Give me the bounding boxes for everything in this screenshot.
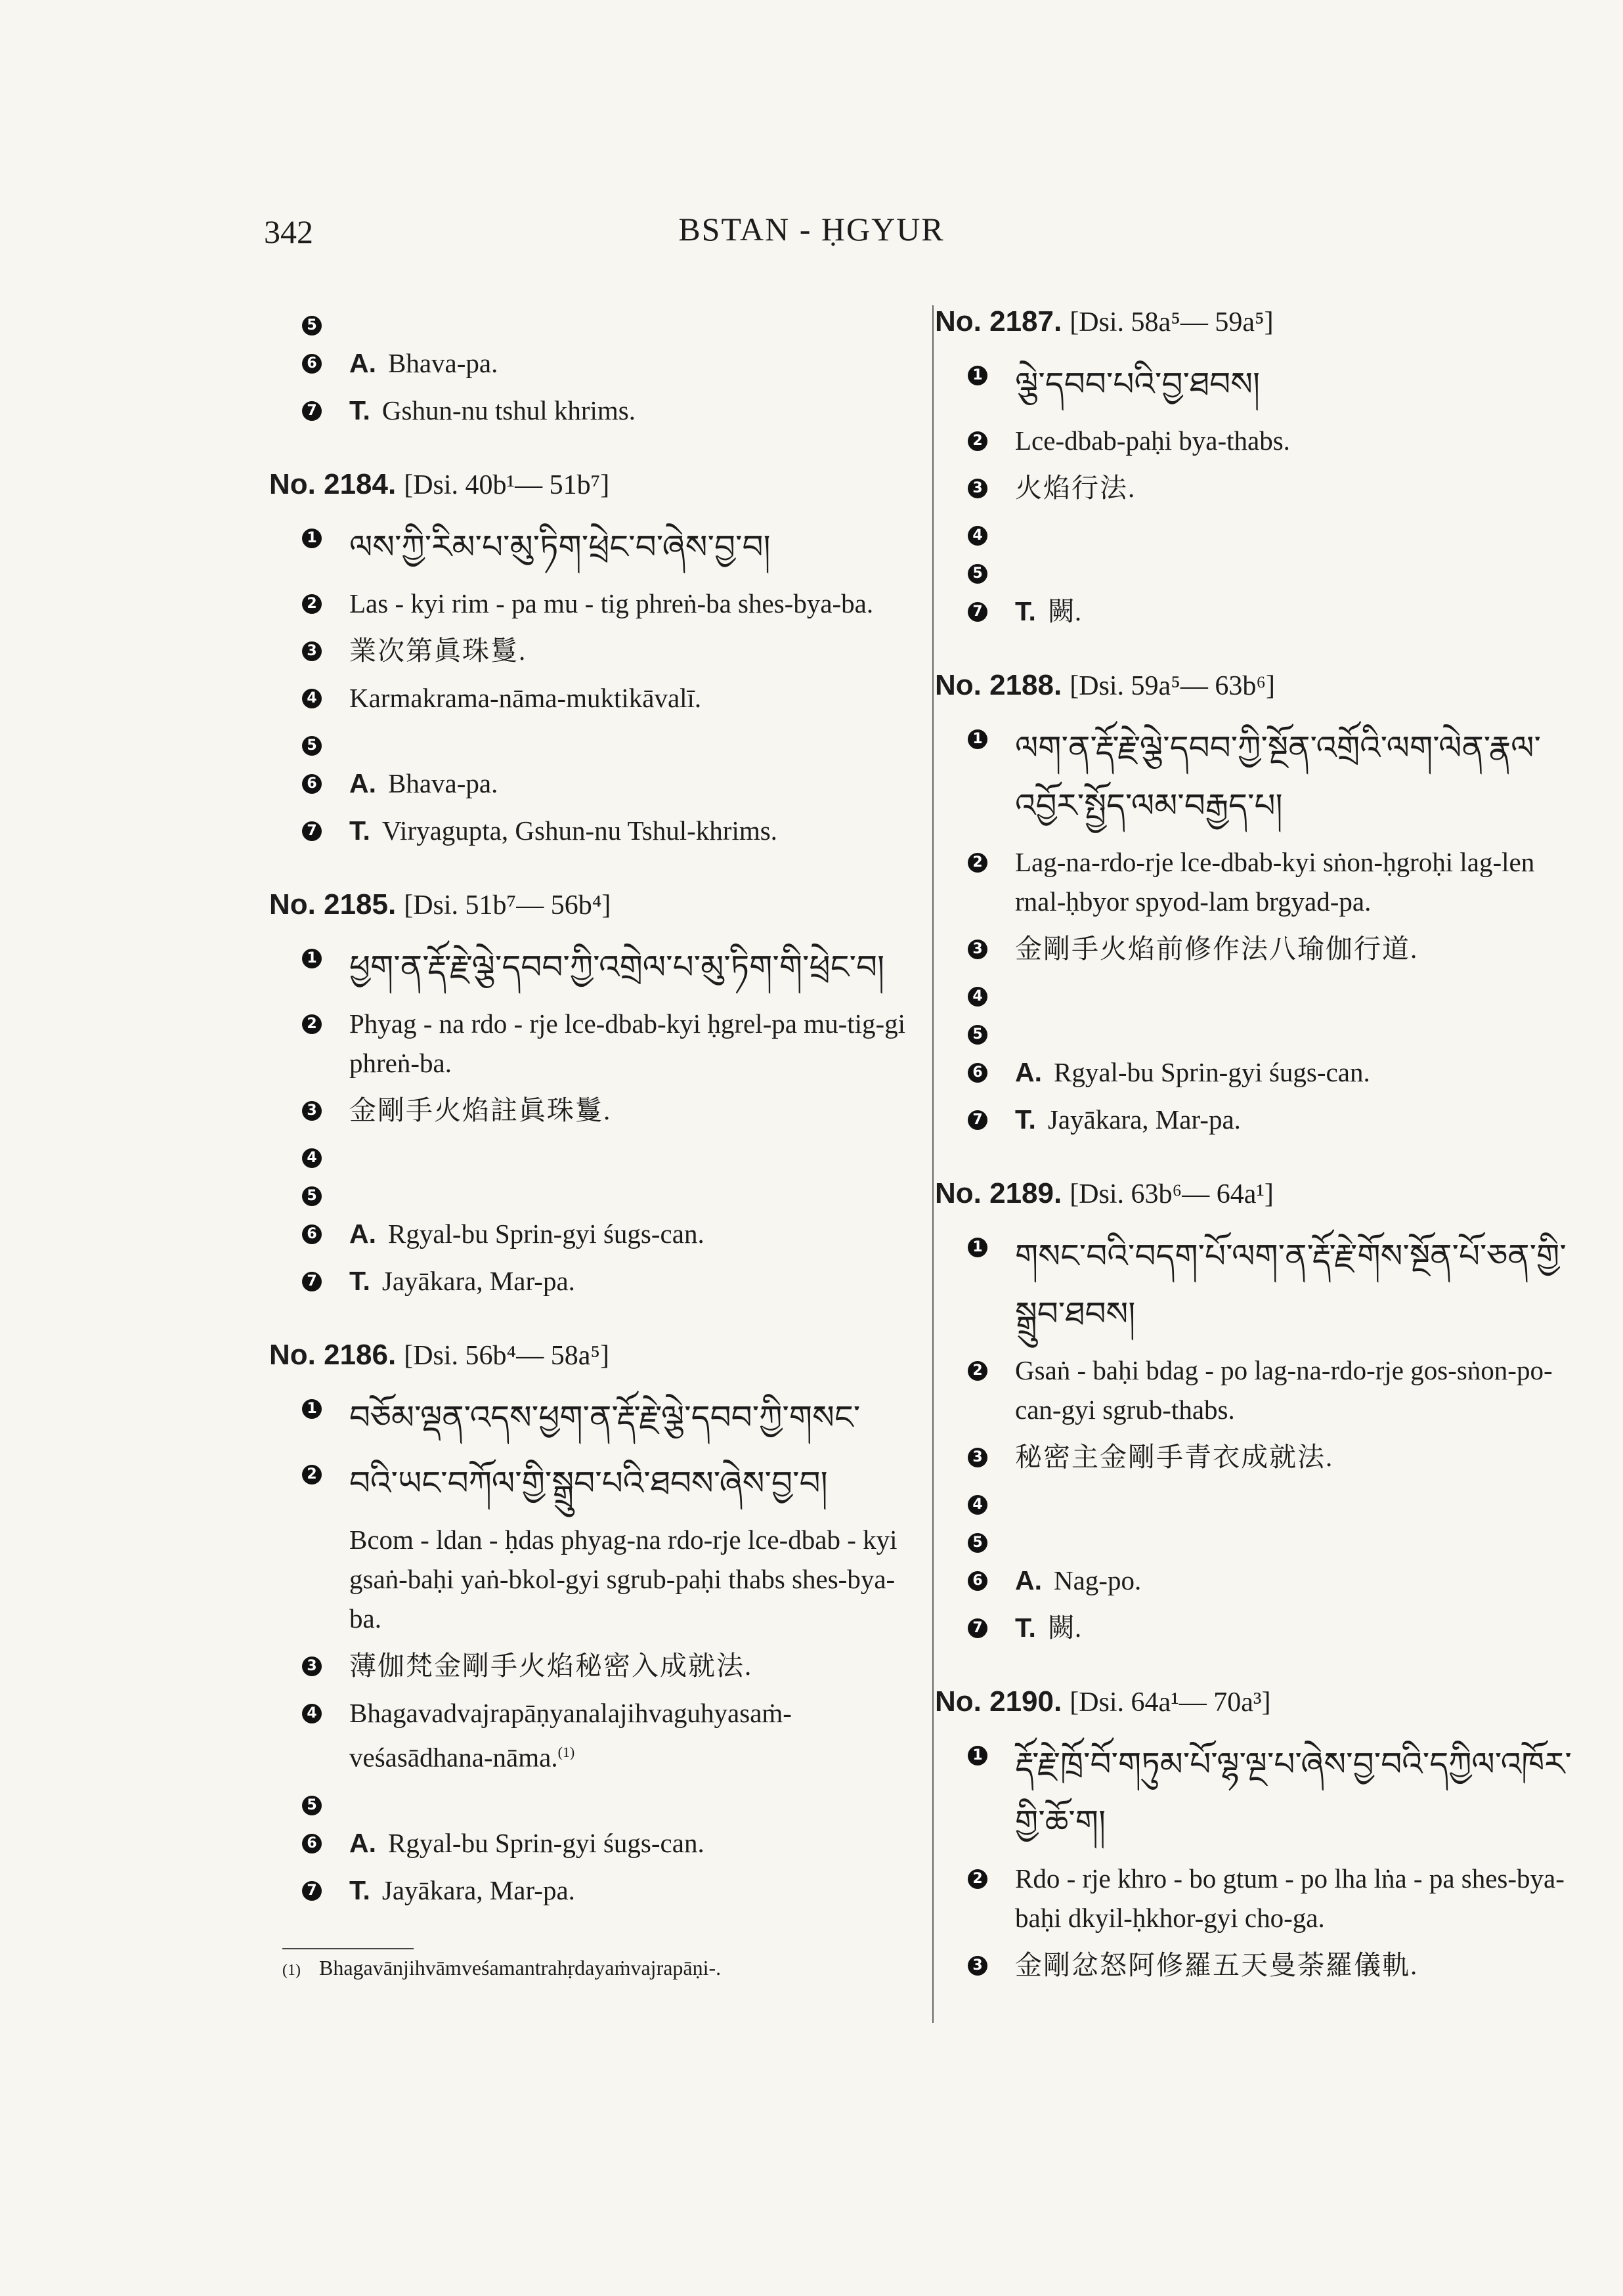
- role-label: A.: [1015, 1057, 1042, 1087]
- chinese-title: [349, 1646, 913, 1685]
- field-row: [935, 1561, 1578, 1600]
- field-row: [269, 631, 913, 670]
- field-number-icon: 3: [302, 1101, 322, 1121]
- entry-heading: [935, 669, 1578, 702]
- chinese-title: [1015, 468, 1578, 508]
- field-text: [349, 1693, 913, 1777]
- field-row: [935, 515, 1578, 546]
- field-row: [269, 518, 913, 576]
- field-text: [1015, 1561, 1578, 1600]
- field-row: [935, 421, 1578, 460]
- field-value: Lce-dbab-paḥi bya-thabs.: [1015, 425, 1290, 456]
- field-number-icon: 3: [302, 1657, 322, 1676]
- field-row: [935, 1608, 1578, 1647]
- entry-number: No. 2190.: [935, 1685, 1062, 1718]
- field-row: [935, 1014, 1578, 1045]
- catalog-entry: [269, 888, 913, 1301]
- entry-reference: [Dsi. 63b⁶— 64a¹]: [1070, 1179, 1274, 1209]
- field-number-icon: 3: [968, 1448, 987, 1467]
- field-row: [269, 1520, 913, 1638]
- field-number-icon: 4: [302, 1704, 322, 1723]
- field-value: ལག་ན་རྡོ་རྗེ་ལྕེ་དབབ་ཀྱི་སྔོན་འགྲོའི་ལག་ལེན་རྣལ་འབྱོར་སྤྱོད་ལམ་བརྒྱད་པ།: [1015, 729, 1541, 824]
- field-row: [935, 1437, 1578, 1477]
- running-title: BSTAN - ḤGYUR: [678, 211, 945, 248]
- field-text: [349, 764, 913, 803]
- field-number-icon: 2: [968, 431, 987, 451]
- field-number-icon: 2: [968, 1361, 987, 1381]
- field-value: བཅོམ་ལྡན་འདས་ཕྱག་ན་རྡོ་རྗེ་ལྕེ་དབབ་ཀྱི་གསང་: [349, 1399, 861, 1436]
- entry-number: No. 2188.: [935, 669, 1062, 701]
- field-value: ལས་ཀྱི་རིམ་པ་མུ་ཏིག་ཕྲེང་བ་ཞེས་བྱ་བ།: [349, 529, 771, 565]
- field-row: [935, 468, 1578, 508]
- field-number-icon: 6: [302, 774, 322, 794]
- field-number-icon: 4: [968, 1495, 987, 1515]
- field-value: Bhava-pa.: [388, 768, 498, 798]
- field-text: [349, 1004, 913, 1083]
- footnote-mark: (1): [282, 1961, 301, 1979]
- field-value: Jayākara, Mar-pa.: [381, 1874, 575, 1905]
- field-row: [935, 1052, 1578, 1092]
- entry-reference: [Dsi. 40b¹— 51b⁷]: [404, 470, 610, 500]
- field-text: [1015, 842, 1578, 921]
- field-number-icon: 6: [302, 1834, 322, 1853]
- field-row: [269, 343, 913, 383]
- field-row: [269, 1785, 913, 1815]
- footnote-text: Bhagavānjihvāmveśamantrahṛdayaṁvajrapāṇi-.: [318, 1955, 722, 1980]
- field-row: [269, 584, 913, 623]
- field-value: Gsaṅ - baḥi bdag - po lag-na-rdo-rje gos-sṅon-po-can-gyi sgrub-thabs.: [1015, 1355, 1553, 1425]
- field-value: 業次第眞珠鬘.: [349, 636, 527, 666]
- entry-heading: [269, 888, 913, 921]
- field-text: [349, 1261, 913, 1301]
- entry-number: No. 2189.: [935, 1177, 1062, 1209]
- field-value: 秘密主金剛手青衣成就法.: [1015, 1442, 1334, 1472]
- field-number-icon: 3: [968, 940, 987, 959]
- field-number-icon: 2: [302, 1014, 322, 1034]
- field-value: ཕྱག་ན་རྡོ་རྗེ་ལྕེ་དབབ་ཀྱི་འགྲེལ་པ་མུ་ཏིག་གི་ཕྲེང་བ།: [349, 949, 885, 986]
- field-number-icon: 7: [968, 1110, 987, 1130]
- field-row: [269, 1389, 913, 1446]
- entry-reference: [Dsi. 64a¹— 70a³]: [1070, 1687, 1271, 1718]
- field-number-icon: 3: [968, 479, 987, 498]
- role-label: T.: [1015, 596, 1036, 626]
- field-value: 闕.: [1047, 596, 1082, 626]
- field-value: Bcom - ldan - ḥdas phyag-na rdo-rje lce-dbab - kyi gsaṅ-baḥi yaṅ-bkol-gyi sgrub-paḥi thabs shes-bya-ba.: [349, 1525, 898, 1634]
- field-number-icon: 1: [302, 529, 322, 548]
- role-label: A.: [349, 1827, 376, 1858]
- role-label: T.: [349, 815, 370, 846]
- footnote-rule: [282, 1948, 414, 1949]
- role-label: A.: [349, 1219, 376, 1249]
- chinese-title: [349, 1091, 913, 1130]
- field-number-icon: 7: [968, 1618, 987, 1638]
- entry-number: No. 2187.: [935, 305, 1062, 337]
- field-row: [935, 842, 1578, 921]
- field-number-icon: 2: [302, 1465, 322, 1484]
- role-label: A.: [1015, 1565, 1042, 1595]
- field-text: [349, 1214, 913, 1253]
- entry-heading: [935, 305, 1578, 338]
- field-number-icon: 1: [302, 949, 322, 968]
- role-label: A.: [349, 768, 376, 798]
- field-row: [269, 1454, 913, 1512]
- entry-reference: [Dsi. 51b⁷— 56b⁴]: [404, 890, 611, 921]
- field-row: [935, 1227, 1578, 1343]
- field-value: Bhagavadvajrapāṇyanalajihvaguhyasaṁ-veśasādhana-nāma.: [349, 1698, 792, 1773]
- entry-heading: [269, 468, 913, 501]
- field-text: [349, 1520, 913, 1638]
- chinese-title: [349, 631, 913, 670]
- field-row: [935, 1945, 1578, 1985]
- field-number-icon: 7: [302, 821, 322, 841]
- field-row: [269, 1176, 913, 1206]
- tibetan-title: [1015, 355, 1578, 413]
- field-value: Karmakrama-nāma-muktikāvalī.: [349, 683, 702, 713]
- field-number-icon: 6: [302, 1224, 322, 1244]
- field-row: [269, 1693, 913, 1777]
- tibetan-title: [1015, 1227, 1578, 1343]
- tibetan-title: [349, 1389, 913, 1446]
- field-row: [935, 1351, 1578, 1429]
- field-row: [935, 1735, 1578, 1851]
- tibetan-title: [1015, 1735, 1578, 1851]
- field-text: [1015, 592, 1578, 631]
- field-number-icon: 7: [302, 1881, 322, 1901]
- field-number-icon: 2: [302, 594, 322, 614]
- field-value: Lag-na-rdo-rje lce-dbab-kyi sṅon-ḥgroḥi lag-len rnal-ḥbyor spyod-lam brgyad-pa.: [1015, 847, 1535, 917]
- field-row: [269, 1823, 913, 1863]
- tibetan-title: [349, 518, 913, 576]
- role-label: A.: [349, 348, 376, 378]
- field-value: 薄伽梵金剛手火焰秘密入成就法.: [349, 1651, 753, 1681]
- field-value: Rgyal-bu Sprin-gyi śugs-can.: [388, 1219, 704, 1249]
- page-number: 342: [264, 213, 313, 250]
- field-row: [269, 1091, 913, 1130]
- field-value: Rdo - rje khro - bo gtum - po lha lṅa - pa shes-bya-baḥi dkyil-ḥkhor-gyi cho-ga.: [1015, 1863, 1565, 1933]
- entry-number: No. 2186.: [269, 1339, 397, 1371]
- field-number-icon: 5: [302, 1796, 322, 1815]
- chinese-title: [1015, 1945, 1578, 1985]
- catalog-entry: [935, 305, 1578, 631]
- field-number-icon: 6: [968, 1571, 987, 1591]
- field-number-icon: 5: [302, 736, 322, 756]
- field-row: [269, 1004, 913, 1083]
- carryover-rows: [269, 305, 913, 430]
- field-row: [935, 1859, 1578, 1938]
- entry-heading: [269, 1339, 913, 1372]
- field-number-icon: 1: [968, 1746, 987, 1765]
- field-row: [935, 553, 1578, 584]
- field-text: [349, 1823, 913, 1863]
- field-text: [349, 391, 913, 430]
- field-value: 闕.: [1047, 1613, 1082, 1643]
- field-row: [935, 929, 1578, 968]
- role-label: T.: [349, 1874, 370, 1905]
- role-label: T.: [349, 395, 370, 425]
- field-value: 金剛忿怒阿修羅五天曼荼羅儀軌.: [1015, 1950, 1419, 1980]
- field-row: [269, 1261, 913, 1301]
- entry-number: No. 2184.: [269, 468, 397, 500]
- field-value: Gshun-nu tshul khrims.: [381, 395, 636, 425]
- field-value: གསང་བའི་བདག་པོ་ལག་ན་རྡོ་རྗེ་གོས་སྔོན་པོ་ཅན་གྱི་སྒྲུབ་ཐབས།: [1015, 1238, 1567, 1332]
- tibetan-title: [1015, 719, 1578, 834]
- field-number-icon: 4: [968, 987, 987, 1007]
- field-value: Jayākara, Mar-pa.: [381, 1266, 575, 1296]
- field-row: [935, 976, 1578, 1007]
- entry-reference: [Dsi. 59a⁵— 63b⁶]: [1070, 671, 1275, 701]
- field-row: [269, 726, 913, 756]
- field-value: Bhava-pa.: [388, 348, 498, 378]
- field-text: [1015, 1608, 1578, 1647]
- field-number-icon: 5: [302, 316, 322, 336]
- field-value: Viryagupta, Gshun-nu Tshul-khrims.: [381, 815, 777, 846]
- field-row: [935, 1100, 1578, 1139]
- field-value: Rgyal-bu Sprin-gyi śugs-can.: [1054, 1057, 1370, 1087]
- field-row: [269, 811, 913, 850]
- field-number-icon: 5: [968, 1533, 987, 1553]
- field-number-icon: 6: [302, 354, 322, 374]
- field-row: [935, 1484, 1578, 1515]
- chinese-title: [1015, 1437, 1578, 1477]
- catalog-entry: [935, 669, 1578, 1139]
- right-column: [932, 305, 1578, 2023]
- left-entries: [269, 468, 913, 1910]
- tibetan-title: [349, 938, 913, 996]
- entry-number: No. 2185.: [269, 888, 397, 921]
- field-text: [349, 1871, 913, 1910]
- right-entries: [935, 305, 1578, 1985]
- field-value: Las - kyi rim - pa mu - tig phreṅ-ba shes-bya-ba.: [349, 588, 874, 618]
- entry-reference: [Dsi. 58a⁵— 59a⁵]: [1070, 307, 1274, 337]
- field-value: 金剛手火焰註眞珠鬘.: [349, 1095, 612, 1125]
- catalog-entry: [269, 1339, 913, 1910]
- field-text: [349, 811, 913, 850]
- field-number-icon: 1: [968, 729, 987, 749]
- footnote-ref: (1): [557, 1744, 575, 1760]
- field-value: ལྕེ་དབབ་པའི་བྱ་ཐབས།: [1015, 366, 1261, 402]
- field-row: [935, 592, 1578, 631]
- field-value: 金剛手火焰前修作法八瑜伽行道.: [1015, 934, 1419, 964]
- role-label: T.: [1015, 1104, 1036, 1135]
- chinese-title: [1015, 929, 1578, 968]
- role-label: T.: [349, 1266, 370, 1296]
- field-number-icon: 7: [968, 602, 987, 622]
- field-number-icon: 2: [968, 1869, 987, 1889]
- field-number-icon: 7: [302, 1272, 322, 1291]
- field-number-icon: 4: [302, 1148, 322, 1168]
- field-number-icon: 3: [968, 1956, 987, 1976]
- catalog-entry: [935, 1685, 1578, 1985]
- field-row: [269, 305, 913, 336]
- left-column: [269, 305, 913, 1980]
- field-row: [935, 719, 1578, 834]
- field-value: Jayākara, Mar-pa.: [1047, 1104, 1241, 1135]
- field-value: བའི་ཡང་བཀོལ་གྱི་སྒྲུབ་པའི་ཐབས་ཞེས་བྱ་བ།: [349, 1465, 828, 1502]
- footnote: [282, 1956, 913, 1980]
- field-row: [269, 391, 913, 430]
- field-row: [269, 1138, 913, 1168]
- field-number-icon: 5: [302, 1186, 322, 1206]
- entry-reference: [Dsi. 56b⁴— 58a⁵]: [404, 1341, 609, 1371]
- field-number-icon: 7: [302, 401, 322, 421]
- field-text: [1015, 1052, 1578, 1092]
- role-label: T.: [1015, 1613, 1036, 1643]
- field-row: [269, 938, 913, 996]
- field-row: [269, 1871, 913, 1910]
- field-text: [1015, 1859, 1578, 1938]
- field-number-icon: 1: [968, 366, 987, 385]
- field-text: [1015, 421, 1578, 460]
- field-text: [1015, 1351, 1578, 1429]
- field-value: རྡོ་རྗེ་ཁྲོ་བོ་གཏུམ་པོ་ལྷ་ལྔ་པ་ཞེས་བྱ་བའི་དཀྱིལ་འཁོར་གྱི་ཆོ་ག།: [1015, 1746, 1572, 1840]
- field-number-icon: 5: [968, 1025, 987, 1045]
- field-number-icon: 1: [968, 1238, 987, 1257]
- field-row: [269, 678, 913, 718]
- field-number-icon: 2: [968, 853, 987, 873]
- catalog-entry: [269, 468, 913, 850]
- field-value: 火焰行法.: [1015, 473, 1136, 503]
- field-number-icon: 4: [968, 526, 987, 546]
- field-number-icon: 5: [968, 564, 987, 584]
- field-row: [269, 1646, 913, 1685]
- field-number-icon: 3: [302, 641, 322, 661]
- field-value: Nag-po.: [1054, 1565, 1142, 1595]
- field-text: [349, 678, 913, 718]
- field-value: Rgyal-bu Sprin-gyi śugs-can.: [388, 1827, 704, 1858]
- field-row: [269, 764, 913, 803]
- tibetan-title: [349, 1454, 913, 1512]
- entry-heading: [935, 1685, 1578, 1718]
- field-row: [269, 1214, 913, 1253]
- field-text: [349, 584, 913, 623]
- catalog-entry: [935, 1177, 1578, 1647]
- field-row: [935, 1523, 1578, 1553]
- field-number-icon: 6: [968, 1063, 987, 1083]
- field-number-icon: 1: [302, 1399, 322, 1419]
- field-value: Phyag - na rdo - rje lce-dbab-kyi ḥgrel-pa mu-tig-gi phreṅ-ba.: [349, 1008, 906, 1078]
- entry-heading: [935, 1177, 1578, 1210]
- field-number-icon: 4: [302, 689, 322, 708]
- field-text: [349, 343, 913, 383]
- field-row: [935, 355, 1578, 413]
- field-text: [1015, 1100, 1578, 1139]
